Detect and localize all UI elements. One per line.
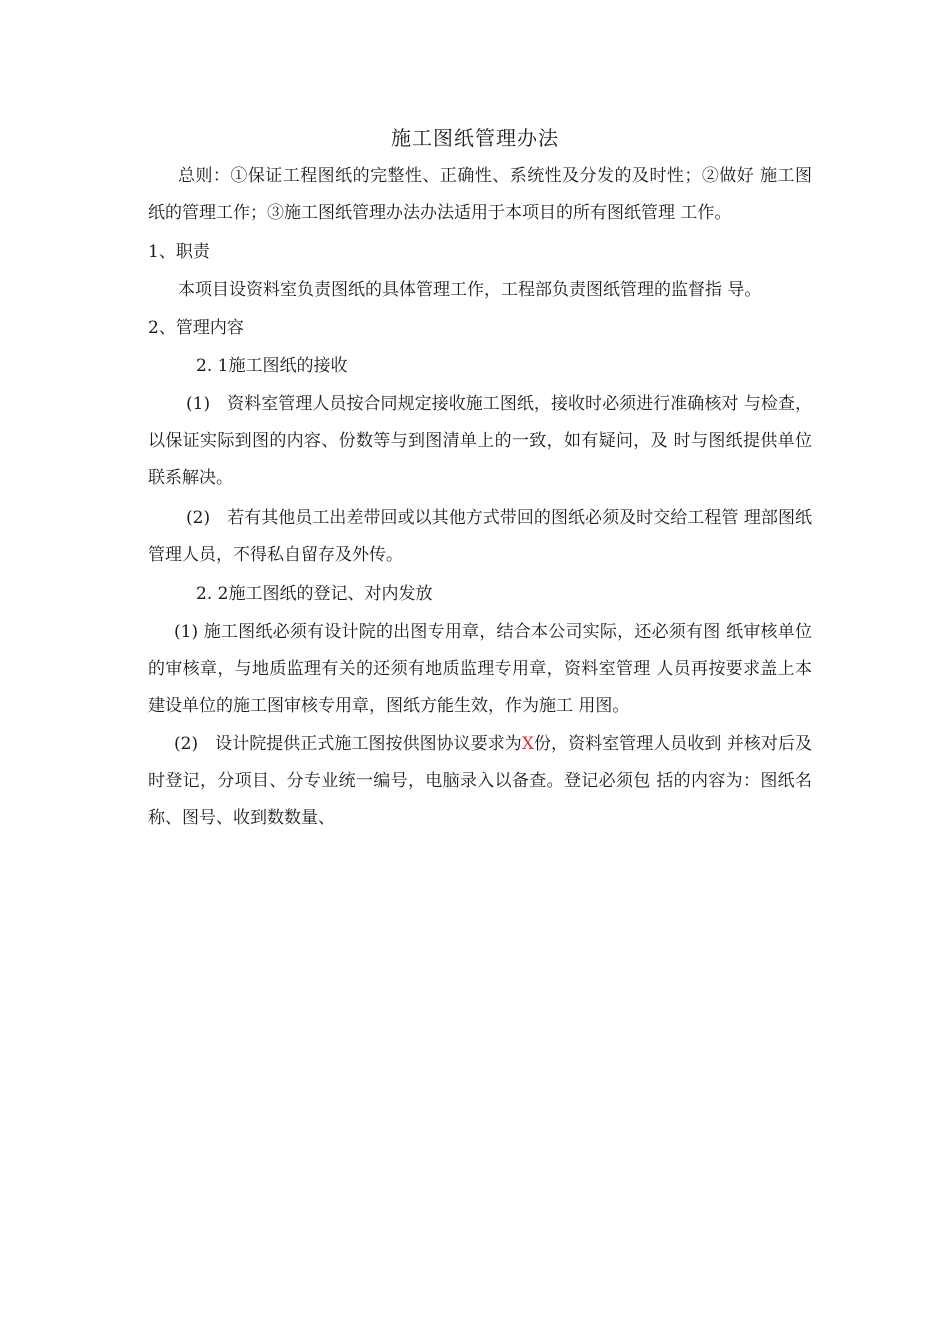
general-paragraph: 总则：①保证工程图纸的完整性、正确性、系统性及分发的及时性；②做好 施工图纸的管理工作；③施工图纸管理办法办法适用于本项目的所有图纸管理 工作。 xyxy=(148,166,812,223)
subsection-2-2-heading: 2. 2施工图纸的登记、对内发放 xyxy=(196,584,433,604)
quantity-placeholder-mark: X xyxy=(521,734,534,754)
document-title: 施工图纸管理办法 xyxy=(391,126,559,150)
subsection-2-1-heading: 2. 1施工图纸的接收 xyxy=(196,356,348,376)
section-2-heading: 2、管理内容 xyxy=(148,318,244,338)
subsection-2-1-item-2: (2) 若有其他员工出差带回或以其他方式带回的图纸必须及时交给工程管 理部图纸管理人员，不得私自留存及外传。 xyxy=(148,508,812,565)
subsection-2-2-item-1: (1) 施工图纸必须有设计院的出图专用章，结合本公司实际，还必须有图 纸审核单位的审核章，与地质监理有关的还须有地质监理专用章，资料室管理 人员再按要求盖上本建设单位的施工图审核专用章，图纸方能生效，作为施工 用图。 xyxy=(148,622,812,716)
subsection-2-2-item-2 xyxy=(148,726,812,837)
section-1-body: 本项目设资料室负责图纸的具体管理工作，工程部负责图纸管理的监督指 导。 xyxy=(178,280,762,300)
subsection-2-1-item-1: (1) 资料室管理人员按合同规定接收施工图纸，接收时必须进行准确核对 与检查，以保证实际到图的内容、份数等与到图清单上的一致，如有疑问，及 时与图纸提供单位联系解决。 xyxy=(148,394,812,488)
item-2-text-after: 份，资料室管理人员收到 并核对后及时登记，分项目、分专业统一编号，电脑录入以备查。登记必须包 括的内容为：图纸名称、图号、收到数数量、 xyxy=(148,734,812,828)
item-2-text-before: (2) 设计院提供正式施工图按供图协议要求为 xyxy=(174,734,522,754)
section-1-heading: 1、职责 xyxy=(148,242,210,262)
